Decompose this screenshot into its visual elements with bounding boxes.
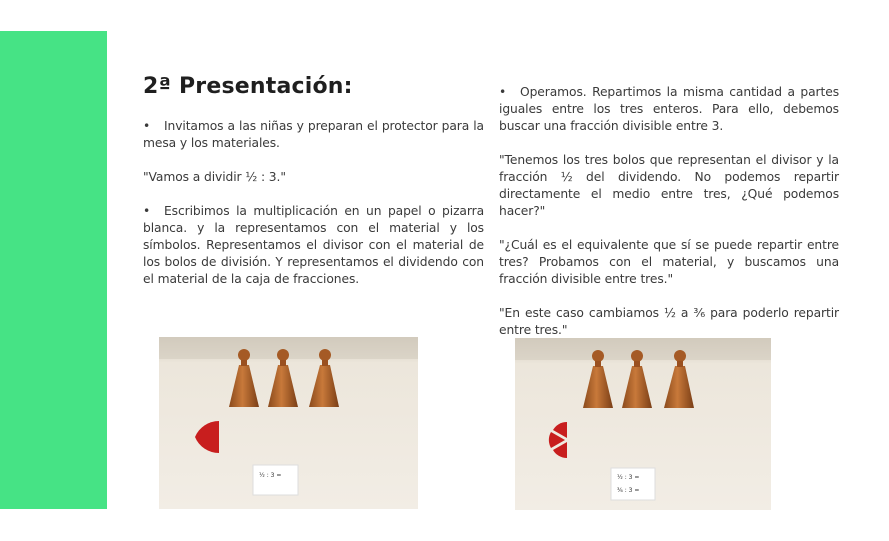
paragraph-text: "Vamos a dividir ½ : 3." xyxy=(143,170,286,184)
paragraph-text: "Tenemos los tres bolos que representan el divisor y la fracción ½ del dividendo. No podemos repartir directamente el medio entre tres, ¿Qué podemos hacer?" xyxy=(499,153,839,218)
photo-illustration xyxy=(159,337,418,509)
photo-skittles-half-fraction xyxy=(159,337,418,509)
paragraph-text: Escribimos la multiplicación en un papel o pizarra blanca. y la representamos con el material y los símbolos. Representamos el divisor con el material de los bolos de división. Y representamos el dividendo con el material de la caja de fracciones. xyxy=(143,204,484,286)
paragraph xyxy=(499,84,839,135)
paragraph xyxy=(499,152,839,220)
paragraph xyxy=(499,305,839,339)
paragraph xyxy=(143,118,484,152)
bullet: • xyxy=(143,119,151,133)
paragraph-text: "¿Cuál es el equivalente que sí se puede repartir entre tres? Probamos con el material, y buscamos una fracción divisible entre tres." xyxy=(499,238,839,286)
svg-text:½ : 3 =: ½ : 3 = xyxy=(617,474,640,481)
left-text-column xyxy=(143,118,484,305)
paragraph xyxy=(143,169,484,186)
right-text-column xyxy=(499,84,839,356)
accent-bar xyxy=(0,31,107,509)
svg-text:½ : 3 =: ½ : 3 = xyxy=(259,472,282,479)
paper-card xyxy=(611,468,655,500)
paragraph xyxy=(499,237,839,288)
paragraph-text: Operamos. Repartimos la misma cantidad a partes iguales entre los tres enteros. Para ello, debemos buscar una fracción divisible entre 3. xyxy=(499,85,839,133)
bullet: • xyxy=(143,204,151,218)
svg-text:³⁄₆ : 3 =: ³⁄₆ : 3 = xyxy=(617,487,640,494)
paragraph-text: Invitamos a las niñas y preparan el protector para la mesa y los materiales. xyxy=(143,119,484,150)
photo-illustration xyxy=(515,338,771,510)
paragraph xyxy=(143,203,484,288)
photo-skittles-sixths-fraction xyxy=(515,338,771,510)
slide-title: 2ª Presentación: xyxy=(143,74,353,99)
bullet: • xyxy=(499,85,507,99)
paragraph-text: "En este caso cambiamos ½ a ³⁄₆ para poderlo repartir entre tres." xyxy=(499,306,839,337)
paper-card xyxy=(253,465,298,495)
